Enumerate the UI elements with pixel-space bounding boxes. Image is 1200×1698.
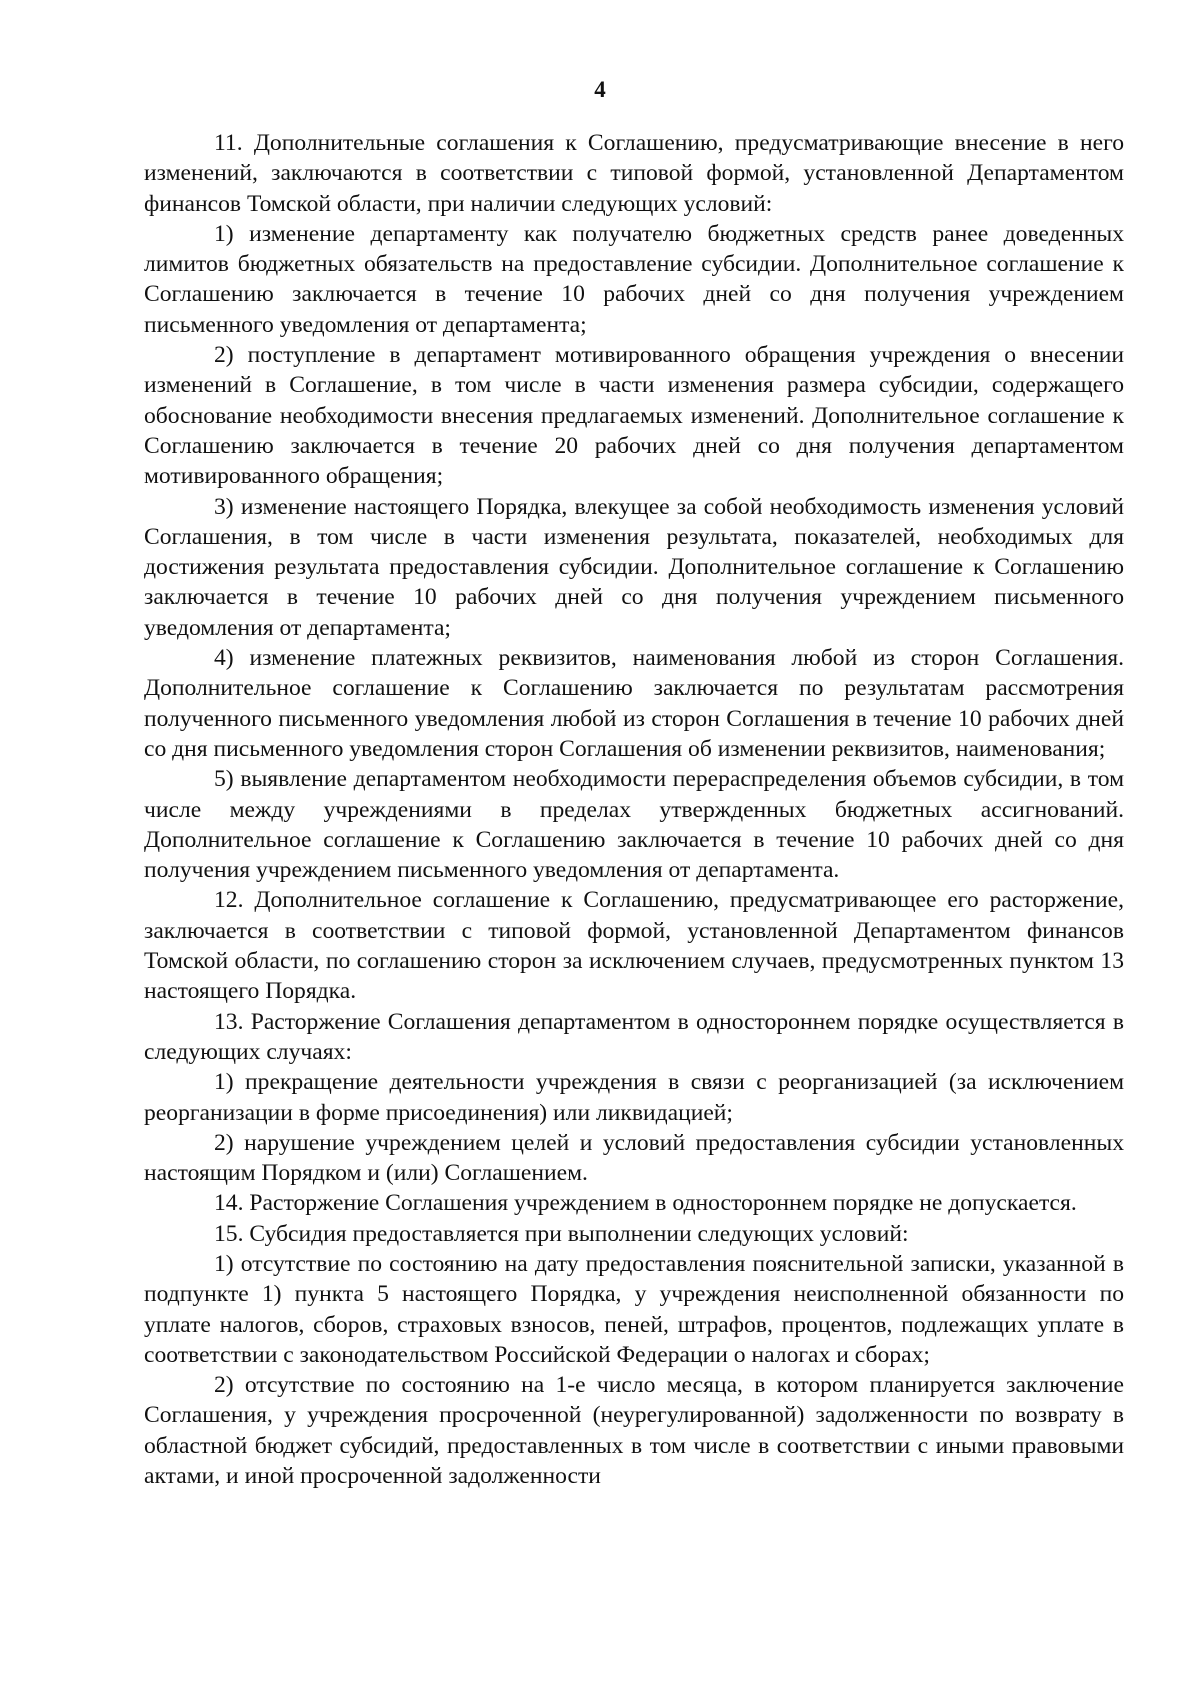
paragraph-11-item-4: 4) изменение платежных реквизитов, наименования любой из сторон Соглашения. Дополнительное соглашение к Соглашению заключается по результатам рассмотрения полученного письменного уведомления любой из сторон Соглашения в течение 10 рабочих дней со дня письменного уведомления сторон Соглашения об изменении реквизитов, наименования; <box>144 645 1124 762</box>
paragraph-15: 15. Субсидия предоставляется при выполнении следующих условий: <box>214 1220 909 1247</box>
page-number: 4 <box>594 77 606 102</box>
paragraph-13-item-2: 2) нарушение учреждением целей и условий предоставления субсидии установленных настоящим Порядком и (или) Соглашением. <box>144 1129 1124 1187</box>
paragraph-13-item-1: 1) прекращение деятельности учреждения в связи с реорганизацией (за исключением реорганизации в форме присоединения) или ликвидацией; <box>144 1069 1124 1126</box>
paragraph-13: 13. Расторжение Соглашения департаментом в одностороннем порядке осуществляется в следующих случаях: <box>144 1008 1124 1065</box>
paragraph-11: 11. Дополнительные соглашения к Соглашению, предусматривающие внесение в него изменений, заключаются в соответствии с типовой формой, установленной Департаментом финансов Томской области, при наличии следующих условий: <box>144 130 1124 217</box>
paragraph-11-item-1: 1) изменение департаменту как получателю бюджетных средств ранее доведенных лимитов бюджетных обязательств на предоставление субсидии. Дополнительное соглашение к Соглашению заключается в течение 10 рабочих дней со дня получения учреждением письменного уведомления от департамента; <box>144 220 1124 338</box>
paragraph-12: 12. Дополнительное соглашение к Соглашению, предусматривающее его расторжение, заключается в соответствии с типовой формой, установленной Департаментом финансов Томской области, по соглашению сторон за исключением случаев, предусмотренных пунктом 13 настоящего Порядка. <box>144 887 1124 1005</box>
document-body <box>144 128 1124 1491</box>
paragraph-14: 14. Расторжение Соглашения учреждением в одностороннем порядке не допускается. <box>214 1190 1077 1217</box>
paragraph-11-item-2: 2) поступление в департамент мотивированного обращения учреждения о внесении изменений в Соглашение, в том числе в части изменения размера субсидии, содержащего обоснование необходимости внесения предлагаемых изменений. Дополнительное соглашение к Соглашению заключается в течение 20 рабочих дней со дня получения департаментом мотивированного обращения; <box>144 342 1124 490</box>
paragraph-11-item-5: 5) выявление департаментом необходимости перераспределения объемов субсидии, в том числе между учреждениями в пределах утвержденных бюджетных ассигнований. Дополнительное соглашение к Соглашению заключается в течение 10 рабочих дней со дня получения учреждением письменного уведомления от департамента. <box>144 766 1124 884</box>
paragraph-11-item-3: 3) изменение настоящего Порядка, влекущее за собой необходимость изменения условий Соглашения, в том числе в части изменения результата, показателей, необходимых для достижения результата предоставления субсидии. Дополнительное соглашение к Соглашению заключается в течение 10 рабочих дней со дня получения учреждением письменного уведомления от департамента; <box>144 493 1124 641</box>
paragraph-15-item-2: 2) отсутствие по состоянию на 1-е число месяца, в котором планируется заключение Соглашения, у учреждения просроченной (неурегулированной) задолженности по возврату в областной бюджет субсидий, предоставленных в том числе в соответствии с иными правовыми актами, и иной просроченной задолженности <box>144 1372 1124 1490</box>
paragraph-15-item-1: 1) отсутствие по состоянию на дату предоставления пояснительной записки, указанной в подпункте 1) пункта 5 настоящего Порядка, у учреждения неисполненной обязанности по уплате налогов, сборов, страховых взносов, пеней, штрафов, процентов, подлежащих уплате в соответствии с законодательством Российской Федерации о налогах и сборах; <box>144 1250 1124 1368</box>
